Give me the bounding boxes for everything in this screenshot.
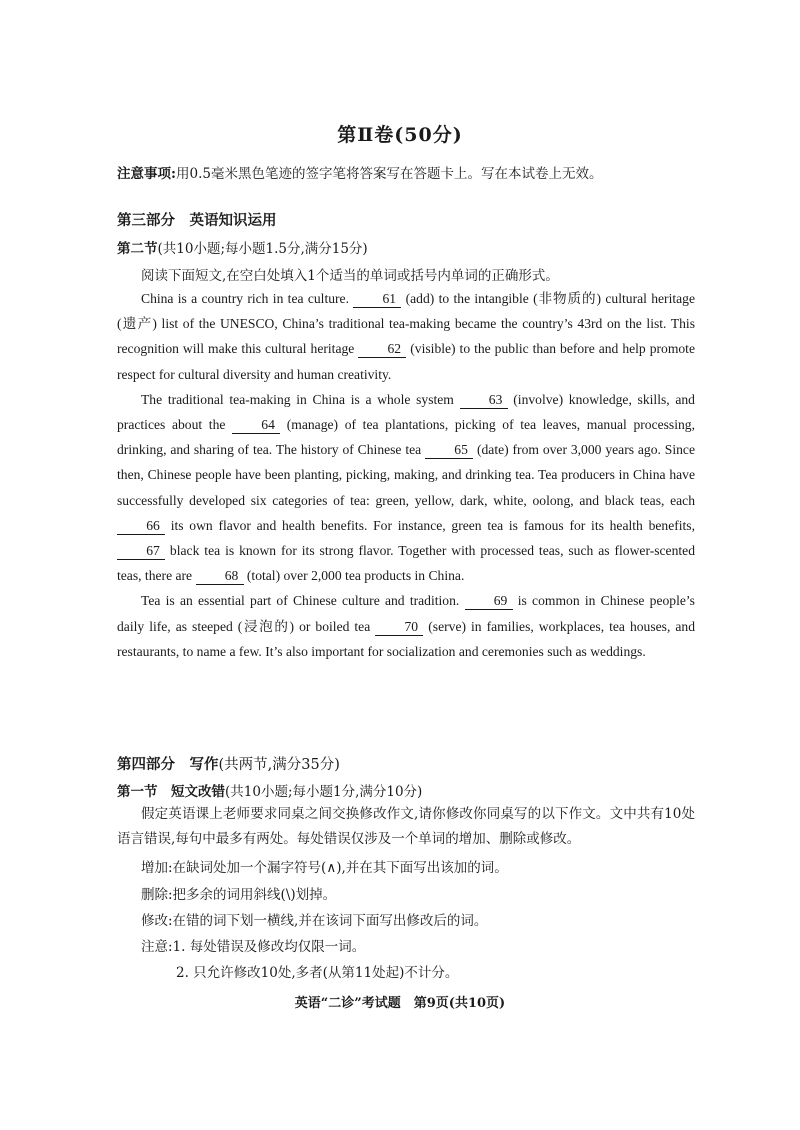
notice-text: 用0.5毫米黑色笔迹的签字笔将答案写在答题卡上。写在本试卷上无效。 xyxy=(175,166,603,182)
blank-62[interactable]: 62 xyxy=(358,341,406,358)
part4-heading-info: (共两节,满分35分) xyxy=(218,757,340,773)
blank-68[interactable]: 68 xyxy=(196,568,244,585)
notice xyxy=(117,162,717,182)
notice-label: 注意事项: xyxy=(117,166,176,182)
part3-section-info: (共10小题;每小题1.5分,满分15分) xyxy=(157,241,368,257)
cloze-passage xyxy=(117,286,695,664)
part3-section xyxy=(117,237,368,257)
passage-paragraph-2: The traditional tea-making in China is a whole system 63 (involve) knowledge, skills, and practices about the 64 (manage) of tea plantations, picking of tea leaves, manual processing, drinking, and sharing of tea. The history of Chinese tea 65 (date) from over 3,000 years ago. Since then, Chinese people have been planting, picking, making, and drinking tea. Tea producers in China have successfully developed six categories of tea: green, yellow, dark, white, oolong, and black teas, each 66 its own flavor and health benefits. For instance, green tea is famous for its health benefits, 67 black tea is known for its strong flavor. Together with processed teas, such as flower-scented teas, there are 68 (total) over 2,000 tea products in China. xyxy=(117,391,695,584)
part4-section-label: 第一节 短文改错 xyxy=(117,784,225,800)
part4-instruction: 假定英语课上老师要求同桌之间交换修改作文,请你修改你同桌写的以下作文。文中共有10处语言错误,每句中最多有两处。每处错误仅涉及一个单词的增加、删除或修改。 xyxy=(117,806,695,847)
rule-add: 增加:在缺词处加一个漏字符号(∧),并在其下面写出该加的词。 xyxy=(141,860,508,876)
part4-heading-label: 第四部分 写作 xyxy=(117,756,219,773)
passage-paragraph-3: Tea is an essential part of Chinese culture and tradition. 69 is common in Chinese people’s daily life, as steeped (浸泡的) or boiled tea 70 (serve) in families, workplaces, tea houses, and restaurants, to name a few. It’s also important for socialization and ceremonies such as weddings. xyxy=(117,593,695,659)
part4-heading xyxy=(117,753,340,774)
blank-67[interactable]: 67 xyxy=(117,543,165,560)
blank-64[interactable]: 64 xyxy=(232,417,280,434)
volume-title: 第Ⅱ卷(50分) xyxy=(337,124,463,146)
part3-heading: 第三部分 英语知识运用 xyxy=(117,212,277,229)
part3-section-label: 第二节 xyxy=(117,241,158,257)
part4-section-info: (共10小题;每小题1分,满分10分) xyxy=(225,784,423,800)
part3-instruction: 阅读下面短文,在空白处填入1个适当的单词或括号内单词的正确形式。 xyxy=(141,268,559,284)
rule-delete: 删除:把多余的词用斜线(\)划掉。 xyxy=(141,887,337,903)
blank-70[interactable]: 70 xyxy=(375,619,423,636)
blank-61[interactable]: 61 xyxy=(353,291,401,308)
blank-66[interactable]: 66 xyxy=(117,518,165,535)
blank-65[interactable]: 65 xyxy=(425,442,473,459)
page-footer: 英语“二诊”考试题 第9页(共10页) xyxy=(294,996,506,1011)
blank-63[interactable]: 63 xyxy=(460,392,508,409)
blank-69[interactable]: 69 xyxy=(465,593,513,610)
note-2: 2. 只允许修改10处,多者(从第11处起)不计分。 xyxy=(176,965,459,981)
passage-paragraph-1: China is a country rich in tea culture. 61 (add) to the intangible (非物质的) cultural heritage (遗产) list of the UNESCO, China’s traditional tea-making became the country’s 43rd on the list. This recognition will make this cultural heritage 62 (visible) to the public than before and help promote respect for cultural diversity and human creativity. xyxy=(117,291,695,382)
part4-section xyxy=(117,780,422,800)
note-1: 注意:1. 每处错误及修改均仅限一词。 xyxy=(141,939,366,955)
rule-modify: 修改:在错的词下划一横线,并在该词下面写出修改后的词。 xyxy=(141,913,488,929)
